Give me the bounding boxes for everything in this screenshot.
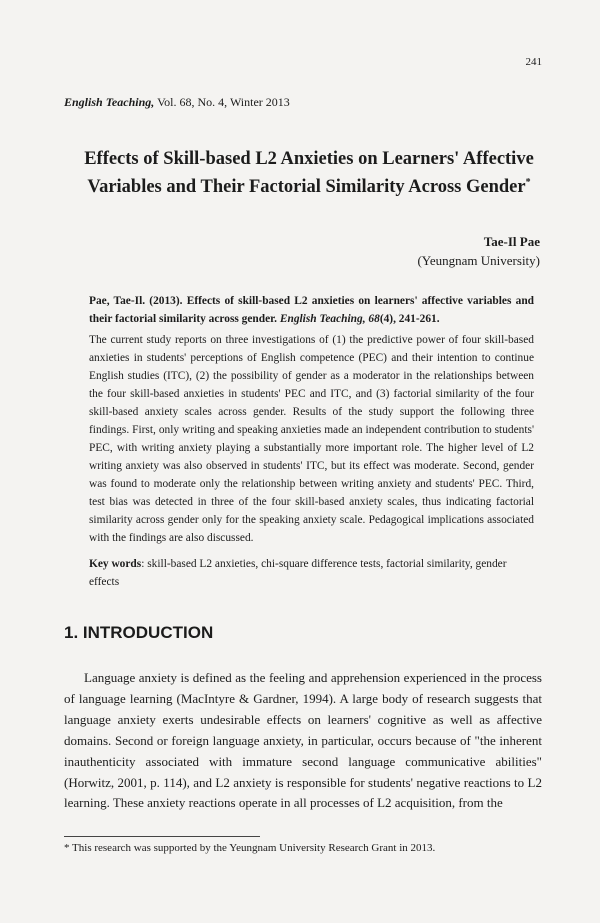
keywords <box>89 555 534 591</box>
author-name: Tae-Il Pae <box>483 234 540 249</box>
author-block <box>240 233 540 271</box>
journal-header <box>64 95 290 110</box>
keywords-label: Key words <box>89 558 142 570</box>
journal-name: English Teaching, <box>64 95 155 109</box>
footnote <box>64 842 435 854</box>
section-heading: 1. INTRODUCTION <box>64 623 214 642</box>
footnote-marker: * <box>64 842 70 854</box>
title-footnote-marker: * <box>525 177 531 188</box>
abstract-text: The current study reports on three investigations of (1) the predictive power of four skill-based anxieties in students' perceptions of English competence (PEC) and their intention to continue English studies (ITC), (2) the possibility of gender as a moderator in the relationships between the four skill-based anxieties in students' PEC and ITC, and (3) factorial similarity of the four skill-based anxiety scales across gender. Results of the study support the following three findings. First, only writing and speaking anxieties made an independent contribution to students' PEC, with writing anxiety playing a substantially more important role. The higher level of L2 writing anxiety was also observed in students' ITC, but its effect was moderate. Second, gender was found to moderate only the relationship between writing anxiety and students' PEC. Third, test bias was detected in three of the four skill-based anxiety scales, thus indicating factorial similarity across gender only for the speaking anxiety scale. Pedagogical implications associated with the findings are also discussed. <box>89 334 534 544</box>
citation-main: Pae, Tae-Il. (2013). Effects of skill-based L2 anxieties on learners' affective variables and their factorial similarity across gender. <box>89 295 534 325</box>
journal-issue: Vol. 68, No. 4, Winter 2013 <box>157 95 290 109</box>
paper-title-text: Effects of Skill-based L2 Anxieties on Learners' Affective Variables and Their Factorial Similarity Across Gender <box>84 149 534 198</box>
page-number: 241 <box>525 56 542 68</box>
paper-title <box>64 148 554 199</box>
footnote-divider <box>64 836 260 837</box>
citation-pages: (4), 241-261. <box>379 313 440 325</box>
footnote-text: This research was supported by the Yeungnam University Research Grant in 2013. <box>69 842 436 854</box>
citation-journal: English Teaching, 68 <box>279 313 380 325</box>
author-affiliation: (Yeungnam University) <box>417 253 540 268</box>
keywords-text: : skill-based L2 anxieties, chi-square difference tests, factorial similarity, gender effects <box>89 558 507 588</box>
abstract-block <box>89 292 534 547</box>
intro-paragraph: Language anxiety is defined as the feeling and apprehension experienced in the process of language learning (MacIntyre & Gardner, 1994). A large body of research suggests that language anxiety exerts undesirable effects on learners' cognitive as well as affective domains. Second or foreign language anxiety, in particular, occurs because of "the inherent inauthenticity associated with immature second language communicative abilities" (Horwitz, 2001, p. 114), and L2 anxiety is responsible for students' negative reactions to L2 learning. These anxiety reactions operate in all processes of L2 acquisition, from the <box>64 670 542 811</box>
citation <box>89 292 534 328</box>
